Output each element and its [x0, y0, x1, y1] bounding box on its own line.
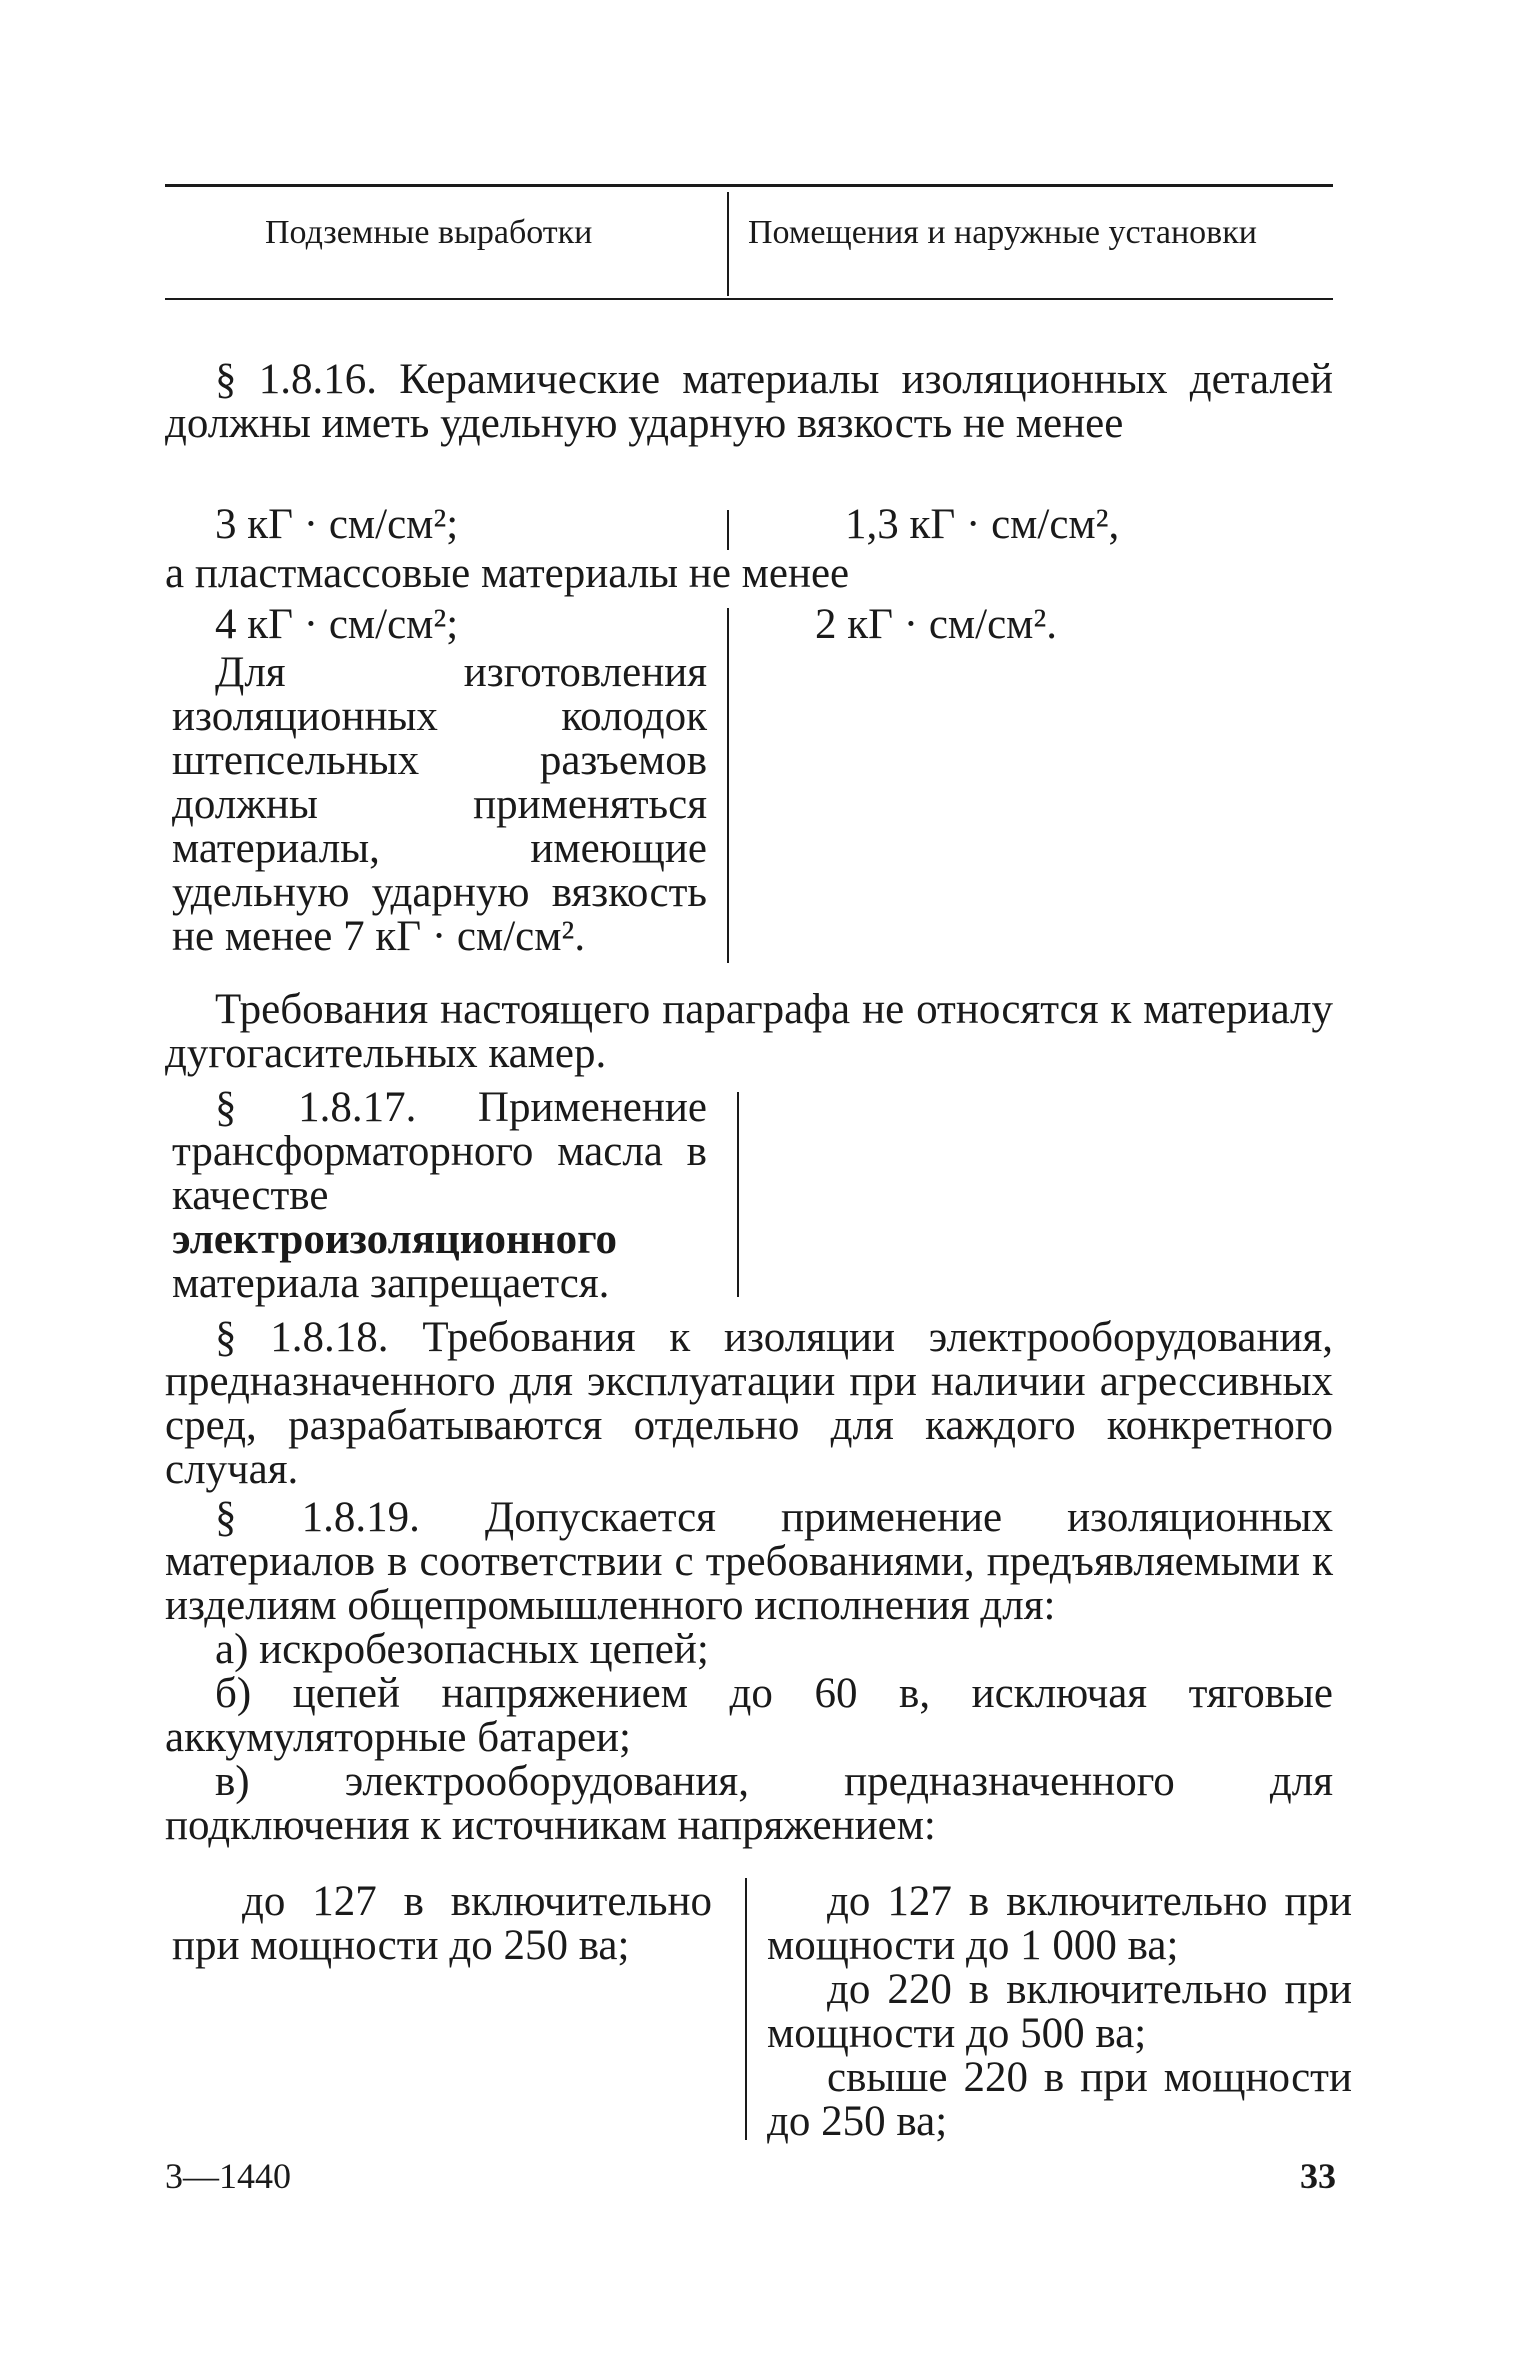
- s1819-right-column: до 127 в включительно при мощности до 1 000 ва; до 220 в включительно при мощности до 500 ва; свыше 220 в при мощности до 250 ва;: [767, 1878, 1352, 2145]
- section-1-8-19-text: § 1.8.19. Допускается применение изоляционных материалов в соответствии с требованиями, предъявляемыми к изделиям общепромышленного исполнения для: а) искробезопасных цепей; б) цепей напряжением до 60 в, исключая тяговые аккумуляторные батареи; в) электрооборудования, предназначенного для подключения к источникам напряжением:: [165, 1494, 1333, 1849]
- s1816-left-note: Для изготовления изоляционных колодок штепсельных разъемов должны применяться материалы, имеющие удельную ударную вязкость не менее 7 кГ · см/см².: [172, 649, 707, 960]
- s1816-right-value2: 2 кГ · см/см².: [815, 601, 1058, 648]
- s1816-value-divider: [727, 510, 729, 550]
- header-bottom-rule: [165, 298, 1333, 300]
- s1819-column-divider: [745, 1878, 747, 2140]
- s1816-column-divider: [727, 608, 729, 963]
- section-1-8-17-text: § 1.8.17. Применение трансформаторного масла в качестве электроизоляционного материала запрещается.: [172, 1084, 707, 1307]
- s1816-left-value: 3 кГ · см/см²;: [215, 501, 459, 548]
- s1819-item-c: в) электрооборудования, предназначенного для подключения к источникам напряжением:: [165, 1758, 1333, 1849]
- section-1-8-16-text: § 1.8.16. Керамические материалы изоляционных деталей должны иметь удельную ударную вязкость не менее: [165, 356, 1333, 447]
- section-1-8-18-text: § 1.8.18. Требования к изоляции электрооборудования, предназначенного для эксплуатации при наличии агрессивных сред, разрабатываются отдельно для каждого конкретного случая.: [165, 1314, 1333, 1493]
- s1817-column-divider: [737, 1092, 739, 1297]
- s1816-plastic-text: а пластмассовые материалы не менее: [165, 550, 850, 597]
- page-number: 33: [1300, 2156, 1336, 2196]
- header-divider: [727, 192, 729, 296]
- header-top-rule: [165, 184, 1333, 187]
- s1816-general-note: Требования настоящего параграфа не относятся к материалу дугогасительных камер.: [165, 986, 1333, 1077]
- s1819-left-column: до 127 в включительно при мощности до 250 ва;: [172, 1878, 712, 1969]
- s1816-left-value2: 4 кГ · см/см²;: [215, 601, 459, 648]
- s1819-item-b: б) цепей напряжением до 60 в, исключая тяговые аккумуляторные батареи;: [165, 1670, 1333, 1761]
- header-right-column: Помещения и наружные установки: [748, 214, 1257, 251]
- header-left-column: Подземные выработки: [265, 214, 593, 251]
- s1816-right-value: 1,3 кГ · см/см²,: [845, 501, 1120, 548]
- signature-mark: 3—1440: [165, 2156, 291, 2196]
- s1819-item-a: а) искробезопасных цепей;: [215, 1626, 709, 1673]
